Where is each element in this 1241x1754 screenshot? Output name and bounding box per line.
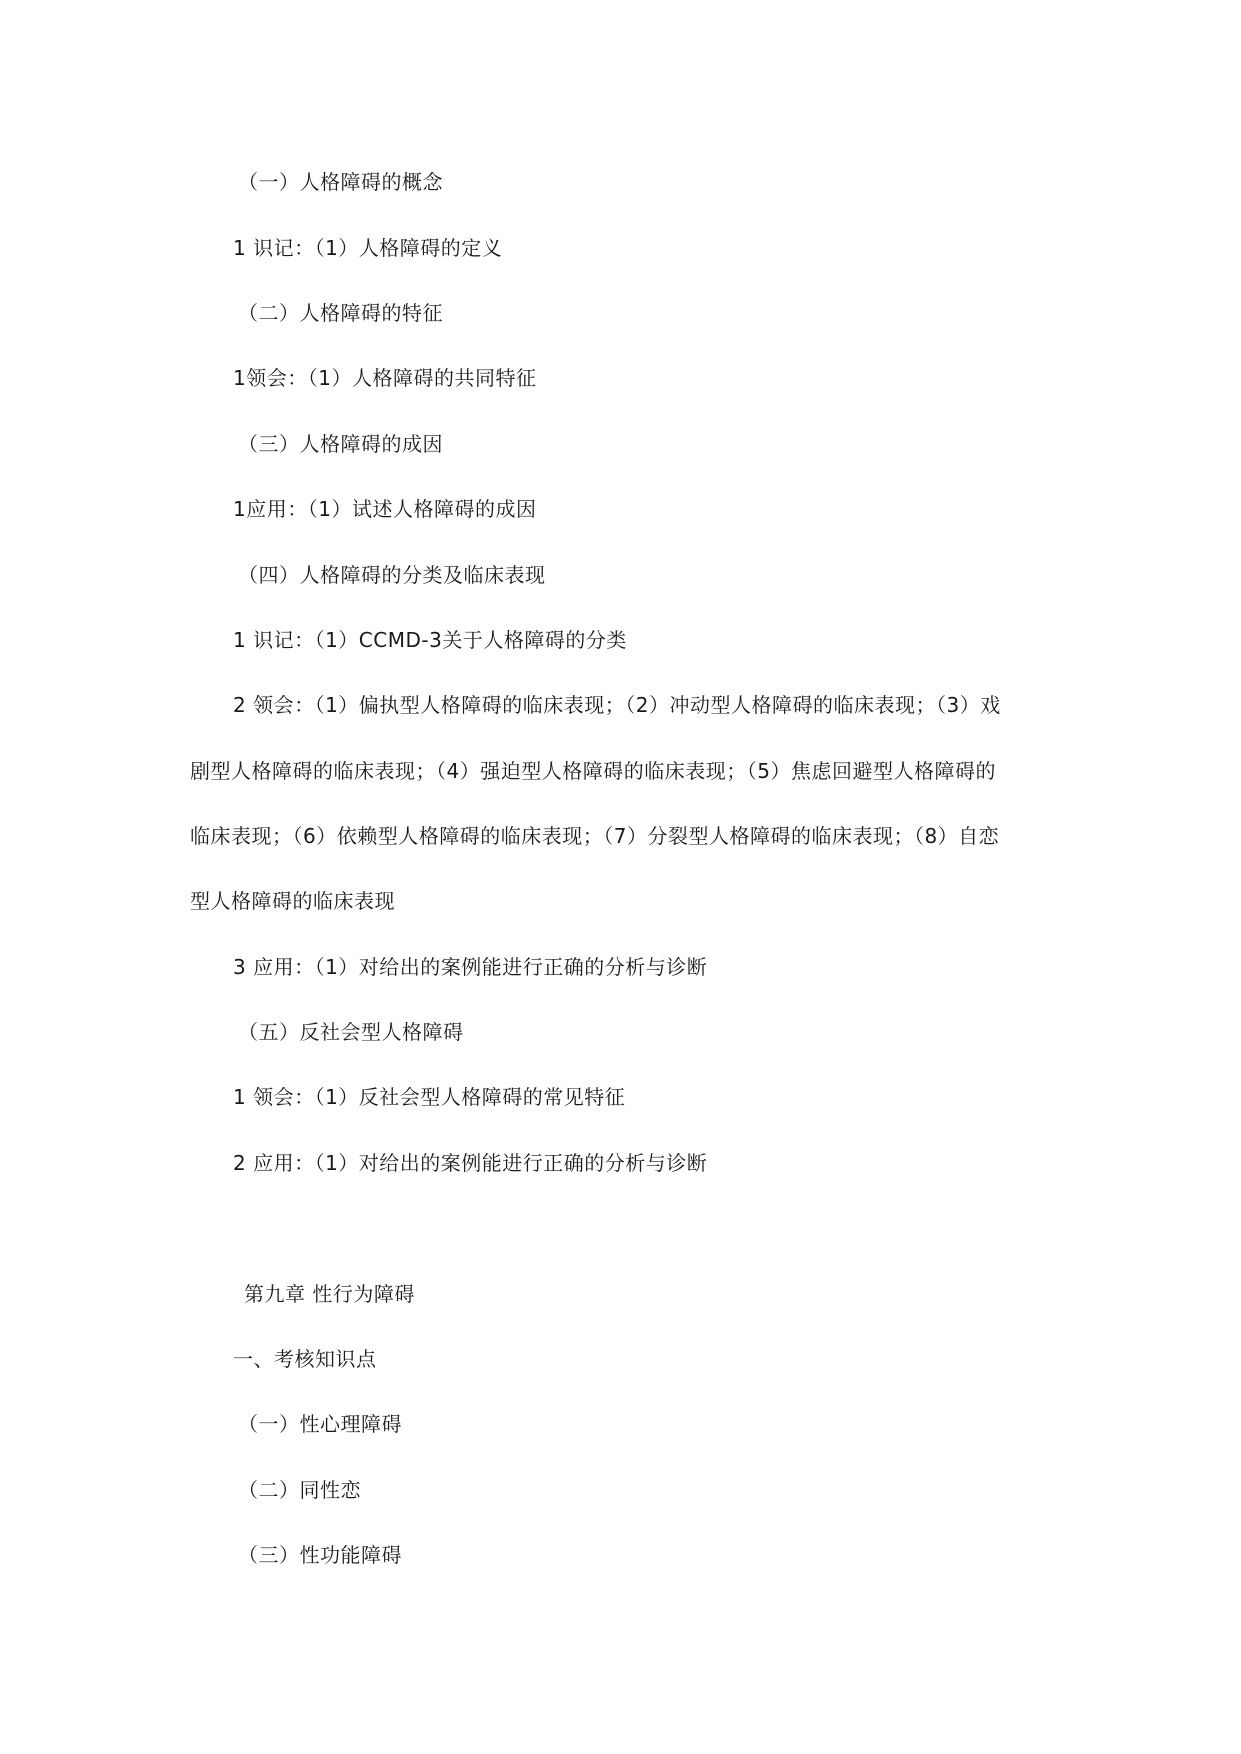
requirement-definition: 1 识记：（1）人格障碍的定义 [233,236,503,260]
requirement-case-analysis-2: 2 应用：（1）对给出的案例能进行正确的分析与诊断 [233,1151,708,1175]
requirement-causes: 1应用：（1）试述人格障碍的成因 [233,497,537,521]
chapter-title: 第九章 性行为障碍 [244,1282,415,1306]
chapter-item: （一）性心理障碍 [238,1412,402,1436]
section-heading-features: （二）人格障碍的特征 [238,301,443,325]
chapter-item: （二）同性恋 [238,1478,361,1502]
chapter-heading: 一、考核知识点 [233,1347,377,1371]
paragraph-line: 2 领会：（1）偏执型人格障碍的临床表现；（2）冲动型人格障碍的临床表现；（3）戏 [233,693,1001,717]
section-heading-classification: （四）人格障碍的分类及临床表现 [238,563,546,587]
requirement-antisocial-features: 1 领会：（1）反社会型人格障碍的常见特征 [233,1085,626,1109]
requirement-case-analysis: 3 应用：（1）对给出的案例能进行正确的分析与诊断 [233,955,708,979]
paragraph-line: 临床表现；（6）依赖型人格障碍的临床表现；（7）分裂型人格障碍的临床表现；（8）自恋 [190,824,1000,848]
paragraph-line: 型人格障碍的临床表现 [190,889,395,913]
requirement-classification: 1 识记：（1）CCMD-3关于人格障碍的分类 [233,628,627,652]
section-heading-concept: （一）人格障碍的概念 [238,170,443,194]
paragraph-line: 剧型人格障碍的临床表现；（4）强迫型人格障碍的临床表现；（5）焦虑回避型人格障碍的 [190,759,996,783]
chapter-item: （三）性功能障碍 [238,1543,402,1567]
section-heading-causes: （三）人格障碍的成因 [238,432,443,456]
requirement-common-features: 1领会：（1）人格障碍的共同特征 [233,366,537,390]
section-heading-antisocial: （五）反社会型人格障碍 [238,1020,464,1044]
